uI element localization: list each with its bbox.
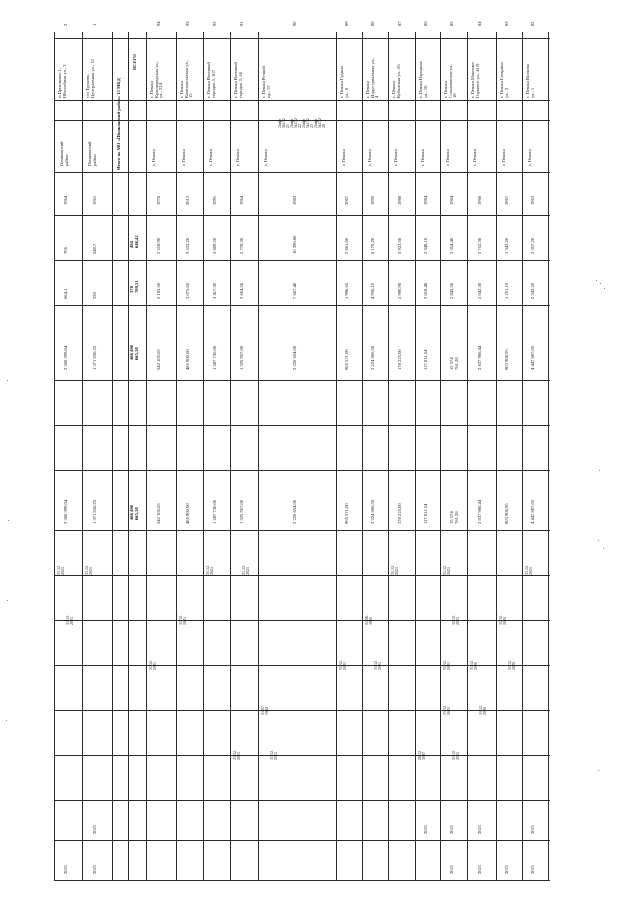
row-address: г. Пешка Гудина ул., 6 (339, 66, 349, 98)
row-area-total: 3 354,40 (448, 237, 454, 254)
totals-area-living: 378 709,51 (129, 280, 139, 293)
row-year: 1984 (422, 195, 428, 205)
row-area-living: 3 417,30 (211, 282, 217, 299)
table-row-divider (362, 32, 363, 880)
row-date: 31.12. 2021 (269, 750, 278, 760)
row-district: г. Пешка (151, 149, 156, 166)
table-column-divider (54, 840, 550, 841)
row-year-a: 2021 (92, 824, 97, 834)
table-column-divider (54, 425, 550, 426)
row-year: 1995 (370, 195, 375, 205)
row-date: 21.07. 1992 (260, 705, 269, 715)
row-year-b: 2021 (504, 864, 509, 874)
table-column-divider (54, 215, 550, 216)
row-cost: 1 287 730,00 (211, 345, 217, 370)
row-number: 83 (504, 21, 509, 26)
row-date: 31.12. 2021 (241, 565, 250, 575)
row-district: г. Пешка (527, 149, 532, 166)
row-district: г. Пешка (181, 149, 186, 166)
row-cost: 4 447 887,05 (530, 345, 535, 370)
row-date: 31.12. 2021 (451, 750, 460, 760)
scan-speck (598, 770, 599, 771)
row-date: 31.12. 2021 (148, 660, 157, 670)
row-number: 90 (292, 21, 297, 26)
row-area-total: 3 922,50 (396, 237, 402, 254)
row-date: 31.12. 2020 (498, 615, 507, 625)
row-number: 84 (476, 21, 482, 26)
row-area-living: 1 251,10 (504, 282, 509, 299)
row-address: г. Пешка Военный городок 3, 14 (233, 62, 243, 98)
row-cost-book: 117 811,54 (422, 503, 428, 524)
row-area-total: 540,7 (92, 243, 97, 254)
row-address: с/п Труново, Центральная ул., 12 (85, 59, 95, 98)
row-district: г. Пешка (263, 149, 268, 166)
table-column-divider (54, 800, 550, 801)
row-cost: 1 371 836,25 (92, 345, 97, 370)
row-number: 88 (370, 21, 375, 26)
row-cost-book: 2 837 986,44 (476, 499, 482, 524)
row-cost: 15 574 761,28 (448, 357, 459, 370)
row-year-a: 2021 (422, 824, 428, 834)
row-year: 1964 (63, 195, 68, 205)
row-year: 1991 (211, 195, 217, 205)
table-row-divider (415, 32, 416, 880)
row-cost: 2 837 986,44 (476, 345, 482, 370)
row-date: 26.12. 1997 (417, 750, 426, 760)
table-row-divider (112, 32, 113, 880)
row-date: 31.12. 2021 (442, 565, 451, 575)
row-date: 31.12. 2021 (390, 565, 399, 575)
row-date: 31.12. 2020 (478, 705, 487, 715)
table-row-divider (82, 32, 83, 880)
row-area-living: 2 604,50 (239, 282, 244, 299)
row-cost-book: 965 571,00 (344, 503, 349, 524)
row-area-total: 3 357,20 (530, 237, 535, 254)
row-area-living: 2 990,90 (396, 282, 402, 299)
row-address: г. Пешка Максима Горького ул., 41/9 (470, 62, 480, 98)
row-year: 1983 (292, 195, 297, 205)
row-area-living: 664,1 (63, 288, 68, 299)
row-district: г. Пешка (420, 149, 425, 166)
row-district: г. Пешка (235, 149, 240, 166)
table-column-divider (54, 470, 550, 471)
row-area-living: 2 018,48 (422, 282, 428, 299)
row-year-b: 2021 (448, 864, 454, 874)
table-row-divider (496, 32, 497, 880)
row-area-living: 320 (92, 292, 97, 299)
row-cost: 485 900,00 (184, 349, 190, 370)
table-row-divider (203, 32, 204, 880)
row-area-total: 2 661,60 (344, 237, 349, 254)
row-date: 31.12. 2021 (338, 660, 347, 670)
row-date: 31.12. 2021 (524, 565, 533, 575)
row-address: г. Пешка Военный городок 3, 107 (206, 62, 216, 98)
section-title: Итого по МО «Шпаковский район» 15 МКД (116, 78, 121, 170)
row-date: 31.12. 2021 (84, 565, 93, 575)
row-year-a: 2021 (530, 824, 535, 834)
row-cost-book: 1 325 957,00 (239, 499, 244, 524)
row-date: 31.12. 2020 (507, 660, 516, 670)
table-column-divider (54, 172, 550, 173)
row-year: 1964 (239, 195, 244, 205)
table-column-divider (54, 880, 550, 881)
row-cost-book: 485 900,00 (184, 503, 190, 524)
row-address: г. Пешка Стахановская ул., 18 (443, 63, 458, 98)
row-cost-book: 1 287 730,00 (211, 499, 217, 524)
row-area-total: 2 518,90 (156, 237, 161, 254)
totals-label: ВСЕГО (132, 54, 137, 70)
row-cost-book: 903 908,95 (504, 503, 509, 524)
row-area-total: 2 778,30 (239, 237, 244, 254)
row-area-total: 1 342,20 (504, 237, 509, 254)
table-column-divider (54, 530, 550, 531)
row-area-living: 3 075,60 (184, 282, 190, 299)
row-area-total: 6 170,20 (370, 237, 375, 254)
row-cost-book: 1 371 836,25 (92, 499, 97, 524)
row-area-total: 2 348,10 (422, 237, 428, 254)
table-row-divider (336, 32, 337, 880)
scan-speck (7, 380, 8, 381)
row-address: п.Пригамное 1, Шоссейная ул., 3 (57, 64, 67, 98)
table-column-divider (54, 755, 550, 756)
row-year-b: 2021 (476, 864, 482, 874)
row-date: 31.12. 2021 (451, 615, 460, 625)
row-address: г. Пешка Индустриальная ул., 4 (365, 57, 380, 98)
row-date: 31.12. 2021 (442, 660, 451, 670)
row-area-living: 4 936,16 (370, 282, 375, 299)
table-column-divider (54, 100, 550, 101)
row-cost-book: 542 105,65 (156, 503, 161, 524)
row-cost-book: 2 224 606,50 (370, 499, 375, 524)
row-cost: 2 226 654,00 (292, 345, 297, 370)
row-area-living: 2 543,20 (530, 282, 535, 299)
row-year-a: 2021 (448, 824, 454, 834)
row-area-total: 10 396,00 (292, 235, 297, 254)
row-cost: 542 105,65 (156, 349, 161, 370)
row-area-living: 7 667,40 (292, 282, 297, 299)
scan-speck (8, 520, 9, 521)
table-row-divider (258, 32, 259, 880)
row-cost: 1 325 957,00 (239, 345, 244, 370)
scan-speck (6, 720, 7, 721)
row-area-total: 706 (63, 247, 68, 254)
row-area-living: 2 843,50 (448, 282, 454, 299)
table-row-divider (548, 32, 549, 880)
table-row-divider (440, 32, 441, 880)
totals-cost-book: 466 496 665,18 (129, 505, 139, 520)
row-number: 91 (239, 21, 244, 26)
row-year: 1976 (156, 195, 161, 205)
row-date: 31.12. 2021 (232, 750, 241, 760)
table-row-divider (176, 32, 177, 880)
table-row-divider (388, 32, 389, 880)
row-district: г. Пешка (208, 149, 213, 166)
row-address: г. Пешка Гагарина ул., 3 (499, 62, 509, 98)
row-area-living: 1 996,65 (344, 282, 349, 299)
row-district: г. Пешка (501, 149, 506, 166)
row-number: 93 (184, 21, 190, 26)
row-area-total: 3 523,20 (184, 237, 190, 254)
scan-speck (596, 280, 597, 281)
row-number: 1 (92, 23, 97, 26)
scan-speck (7, 600, 8, 601)
row-district: г. Пешка (472, 149, 477, 166)
row-area-total: 3 609,20 (211, 237, 217, 254)
table-row-divider (467, 32, 468, 880)
row-date: 31.12. 2020 (469, 660, 478, 670)
row-cost-book: 15 574 761,28 (448, 511, 459, 524)
row-cost: 117 811,54 (422, 349, 428, 370)
row-cost-book: 2 226 654,00 (292, 499, 297, 524)
row-district: г. Пешка (367, 149, 372, 166)
row-year: 2007 (344, 195, 349, 205)
scan-speck (600, 283, 601, 284)
table-row-divider (230, 32, 231, 880)
scan-speck (603, 548, 604, 549)
row-number: 89 (344, 21, 349, 26)
table-row-divider (128, 32, 129, 880)
row-notes: Лифт №132 21 Лифт №132 22 Лифт №132 23 Лифт №132 29 (277, 118, 326, 128)
row-year-b: 2021 (63, 864, 68, 874)
totals-area-total: 494 646,42 (129, 235, 139, 248)
row-district: Пешковский район (87, 141, 97, 166)
row-number: 92 (211, 21, 217, 26)
row-year: 1961 (92, 195, 97, 205)
table-column-divider (54, 710, 550, 711)
row-date: 31.12. 2021 (56, 565, 65, 575)
scan-speck (598, 540, 599, 541)
row-district: Пешковский район (59, 141, 69, 166)
table-column-divider (54, 38, 550, 39)
row-address: г. Пешка Комсомольская ул., 15 (179, 60, 194, 98)
row-date: 31.12. 2021 (442, 705, 451, 715)
row-year: 1980 (396, 195, 402, 205)
row-year: 1963 (530, 195, 535, 205)
row-year: 2012 (184, 195, 190, 205)
row-area-living: 2 105,50 (156, 282, 161, 299)
row-cost-book: 2 360 399,04 (63, 499, 68, 524)
row-date: 31.12. 2021 (205, 565, 214, 575)
row-district: г. Пешка (393, 149, 398, 166)
row-date: 01.06. 1995 (364, 615, 373, 625)
table-column-divider (54, 260, 550, 261)
table-row-divider (522, 32, 523, 880)
row-cost: 178 225,00 (396, 349, 402, 370)
totals-cost: 466 496 665,18 (129, 345, 139, 360)
table-column-divider (54, 305, 550, 306)
table-column-divider (54, 575, 550, 576)
row-year: 1961 (504, 195, 509, 205)
row-address: г. Пешка Волкова ул., 1 (525, 64, 535, 98)
row-number: 82 (530, 21, 535, 26)
row-cost-book: 4 447 887,05 (530, 499, 535, 524)
row-address: г. Пешка Речной пр., 57 (261, 66, 271, 98)
row-year: 1960 (476, 195, 482, 205)
row-district: г. Пешка (445, 149, 450, 166)
row-district: г. Пешка (341, 149, 346, 166)
row-date: 31.12. 2021 (373, 660, 382, 670)
row-cost-book: 178 225,00 (396, 503, 402, 524)
table-column-divider (54, 380, 550, 381)
row-number: 85 (448, 21, 454, 26)
row-date: 31.12. 2021 (65, 615, 74, 625)
row-address: г. Пешка Народная ул., 10 (418, 61, 428, 98)
row-cost: 903 908,95 (504, 349, 509, 370)
scan-speck (599, 470, 600, 471)
row-cost: 965 571,00 (344, 349, 349, 370)
scan-speck (604, 288, 605, 289)
row-year-b: 2021 (92, 864, 97, 874)
row-cost: 2 224 606,50 (370, 345, 375, 370)
table-column-divider (54, 620, 550, 621)
table-row-divider (54, 32, 55, 880)
row-cost: 2 360 399,04 (63, 345, 68, 370)
row-area-total: 2 752,30 (476, 237, 482, 254)
row-date: 31.12. 2021 (178, 615, 187, 625)
row-number: 94 (156, 21, 161, 26)
row-number: 86 (422, 21, 428, 26)
row-year: 1964 (448, 195, 454, 205)
row-address: г. Пешка Краснодарская ул., ул., 22А (149, 61, 164, 98)
row-area-living: 2 042,30 (476, 282, 482, 299)
row-year-a: 2021 (476, 824, 482, 834)
row-year-b: 2021 (530, 864, 535, 874)
row-address: г. Пешка Кубанская ул., 65 (391, 64, 401, 98)
row-number: 87 (396, 21, 402, 26)
table-row-divider (146, 32, 147, 880)
row-number: 2 (63, 23, 68, 26)
